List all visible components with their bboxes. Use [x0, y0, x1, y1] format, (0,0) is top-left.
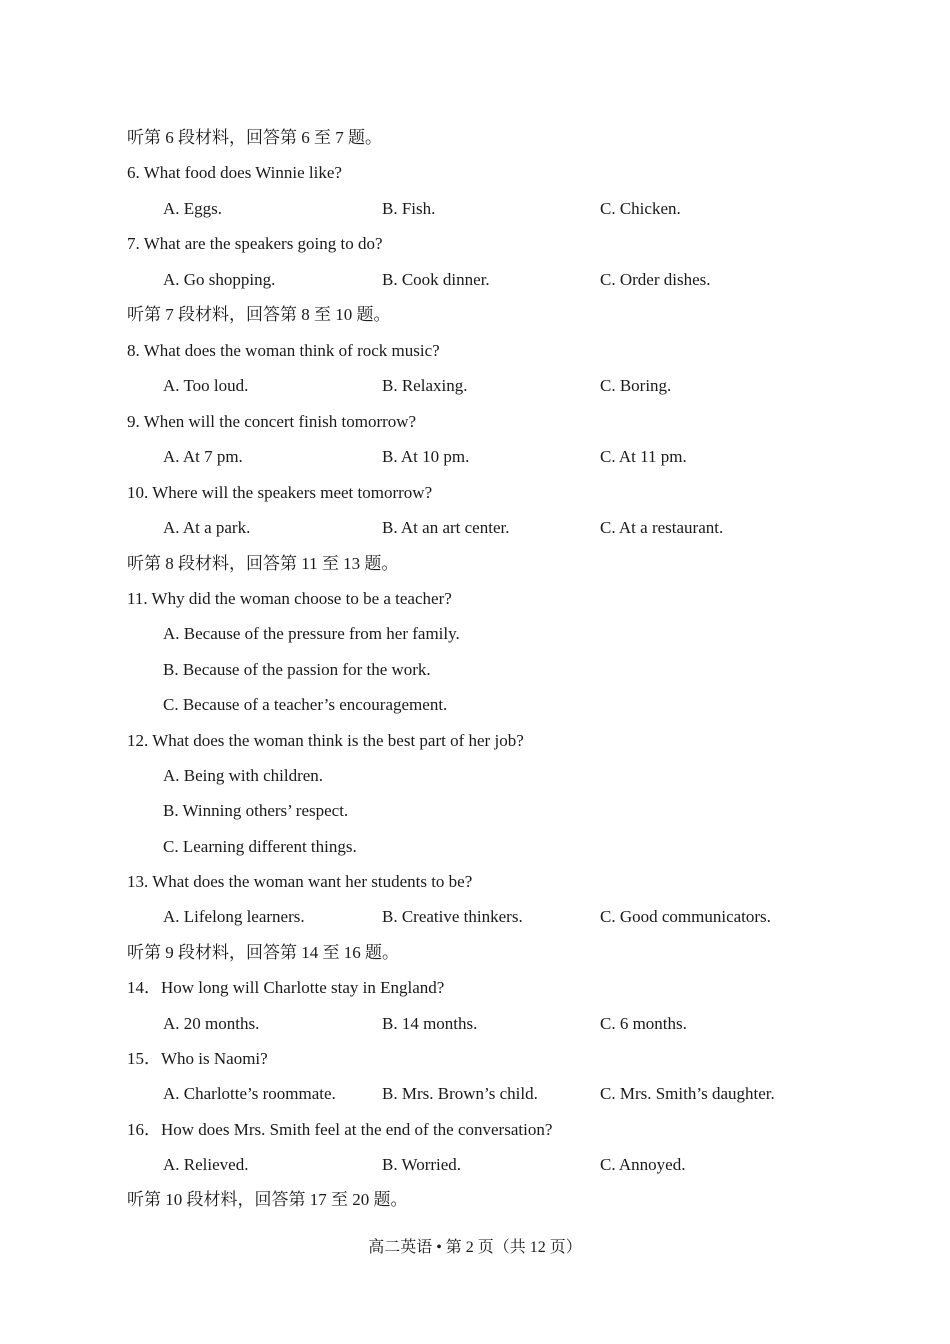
q7-option-c: C. Order dishes.	[600, 270, 711, 289]
q16-option-b: B. Worried.	[382, 1155, 462, 1174]
q11-option-b: B. Because of the passion for the work.	[163, 660, 431, 679]
q15-option-b: B. Mrs. Brown’s child.	[382, 1084, 538, 1103]
q8-option-a: A. Too loud.	[163, 376, 249, 395]
q13-option-a: A. Lifelong learners.	[163, 907, 305, 926]
q9-option-c: C. At 11 pm.	[600, 447, 687, 466]
section-heading: 听第 9 段材料，回答第 14 至 16 题。	[127, 943, 399, 962]
q12-option-a: A. Being with children.	[163, 766, 324, 785]
question-14: 14．How long will Charlotte stay in England?	[127, 978, 445, 997]
q6-option-c: C. Chicken.	[600, 199, 681, 218]
q13-option-c: C. Good communicators.	[600, 907, 771, 926]
q16-option-c: C. Annoyed.	[600, 1155, 686, 1174]
section-heading: 听第 10 段材料，回答第 17 至 20 题。	[127, 1190, 408, 1209]
q14-option-b: B. 14 months.	[382, 1014, 478, 1033]
q12-option-b: B. Winning others’ respect.	[163, 801, 349, 820]
q8-option-b: B. Relaxing.	[382, 376, 468, 395]
q7-option-b: B. Cook dinner.	[382, 270, 490, 289]
q11-option-a: A. Because of the pressure from her family.	[163, 624, 460, 643]
q16-option-a: A. Relieved.	[163, 1155, 249, 1174]
q15-option-a: A. Charlotte’s roommate.	[163, 1084, 336, 1103]
question-10: 10. Where will the speakers meet tomorrow?	[127, 483, 433, 502]
q7-option-a: A. Go shopping.	[163, 270, 276, 289]
q12-option-c: C. Learning different things.	[163, 837, 357, 856]
question-16: 16．How does Mrs. Smith feel at the end of the conversation?	[127, 1120, 553, 1139]
section-heading: 听第 8 段材料，回答第 11 至 13 题。	[127, 554, 399, 573]
q9-option-a: A. At 7 pm.	[163, 447, 243, 466]
q10-option-a: A. At a park.	[163, 518, 251, 537]
question-12: 12. What does the woman think is the best part of her job?	[127, 731, 524, 750]
q11-option-c: C. Because of a teacher’s encouragement.	[163, 695, 448, 714]
question-11: 11. Why did the woman choose to be a teacher?	[127, 589, 452, 608]
question-9: 9. When will the concert finish tomorrow?	[127, 412, 417, 431]
section-heading: 听第 6 段材料，回答第 6 至 7 题。	[127, 128, 382, 147]
question-6: 6. What food does Winnie like?	[127, 163, 342, 182]
q14-option-c: C. 6 months.	[600, 1014, 687, 1033]
q6-option-b: B. Fish.	[382, 199, 436, 218]
question-8: 8. What does the woman think of rock music?	[127, 341, 440, 360]
section-heading: 听第 7 段材料，回答第 8 至 10 题。	[127, 305, 391, 324]
question-13: 13. What does the woman want her students to be?	[127, 872, 473, 891]
q13-option-b: B. Creative thinkers.	[382, 907, 523, 926]
q10-option-b: B. At an art center.	[382, 518, 510, 537]
q8-option-c: C. Boring.	[600, 376, 672, 395]
q14-option-a: A. 20 months.	[163, 1014, 260, 1033]
q15-option-c: C. Mrs. Smith’s daughter.	[600, 1084, 775, 1103]
q9-option-b: B. At 10 pm.	[382, 447, 470, 466]
question-15: 15．Who is Naomi?	[127, 1049, 268, 1068]
q6-option-a: A. Eggs.	[163, 199, 223, 218]
q10-option-c: C. At a restaurant.	[600, 518, 724, 537]
page-footer: 高二英语 • 第 2 页（共 12 页）	[368, 1239, 582, 1256]
question-7: 7. What are the speakers going to do?	[127, 234, 383, 253]
